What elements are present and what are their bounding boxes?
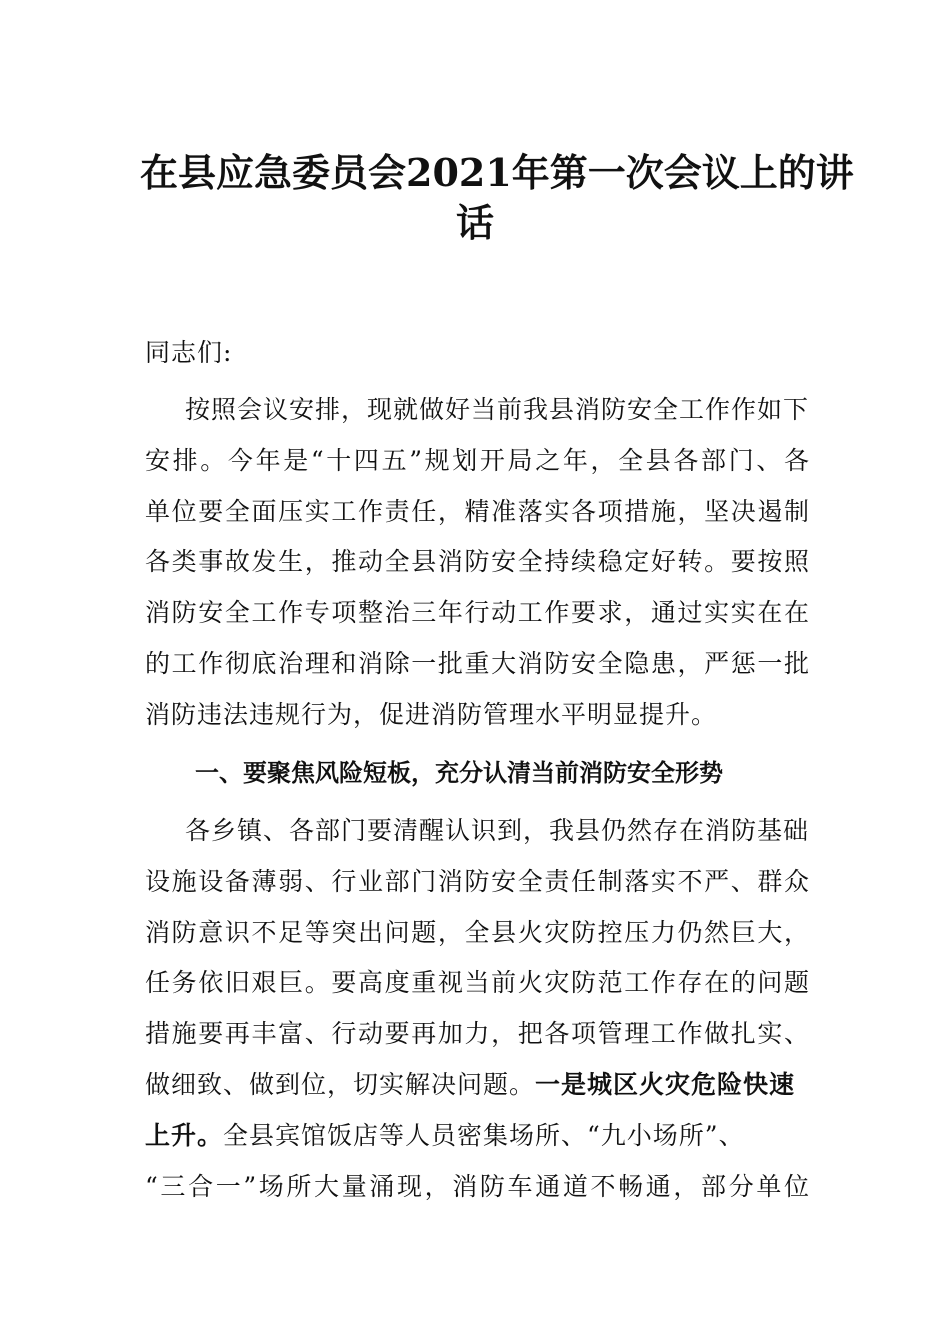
paragraph-2-line: 任务依旧艰巨。要高度重视当前火灾防范工作存在的问题 bbox=[145, 968, 810, 998]
paragraph-1-line: 的工作彻底治理和消除一批重大消防安全隐患，严惩一批 bbox=[145, 648, 810, 678]
paragraph-2-line-7-normal: 全县宾馆饭店等人员密集场所、“九小场所”、 bbox=[223, 1120, 745, 1150]
paragraph-2-line-7 bbox=[145, 1111, 810, 1162]
paragraph-1-line: 按照会议安排，现就做好当前我县消防安全工作作如下 bbox=[185, 395, 810, 424]
paragraph-1-line: 消防安全工作专项整治三年行动工作要求，通过实实在在 bbox=[145, 598, 810, 628]
paragraph-2-line-6-normal: 做细致、做到位，切实解决问题。 bbox=[145, 1069, 536, 1099]
paragraph-2-line: “三合一”场所大量涌现，消防车通道不畅通，部分单位 bbox=[145, 1171, 810, 1201]
paragraph-2-line: 措施要再丰富、行动要再加力，把各项管理工作做扎实、 bbox=[145, 1019, 810, 1049]
document-title-line-1: 在县应急委员会2021年第一次会议上的讲 bbox=[140, 150, 854, 195]
paragraph-2-line-6-bold: 一是城区火灾危险快速 bbox=[535, 1069, 796, 1099]
paragraph-2-line: 各乡镇、各部门要清醒认识到，我县仍然存在消防基础 bbox=[185, 816, 810, 845]
section-heading-1: 一、要聚焦风险短板，充分认清当前消防安全形势 bbox=[195, 759, 723, 787]
paragraph-1-line: 各类事故发生，推动全县消防安全持续稳定好转。要按照 bbox=[145, 547, 810, 577]
salutation: 同志们: bbox=[145, 338, 233, 367]
paragraph-1-line: 单位要全面压实工作责任，精准落实各项措施，坚决遏制 bbox=[145, 496, 810, 526]
paragraph-1 bbox=[145, 385, 810, 741]
paragraph-2-line: 设施设备薄弱、行业部门消防安全责任制落实不严、群众 bbox=[145, 866, 810, 896]
paragraph-2 bbox=[145, 806, 810, 1212]
paragraph-2-line: 消防意识不足等突出问题，全县火灾防控压力仍然巨大， bbox=[145, 917, 810, 947]
paragraph-2-line-6 bbox=[145, 1060, 810, 1111]
paragraph-2-line-7-bold: 上升。 bbox=[145, 1120, 224, 1150]
paragraph-1-line: 安排。今年是“十四五”规划开局之年，全县各部门、各 bbox=[145, 445, 810, 475]
paragraph-1-line: 消防违法违规行为，促进消防管理水平明显提升。 bbox=[145, 699, 718, 729]
document-title-line-2: 话 bbox=[455, 200, 494, 245]
